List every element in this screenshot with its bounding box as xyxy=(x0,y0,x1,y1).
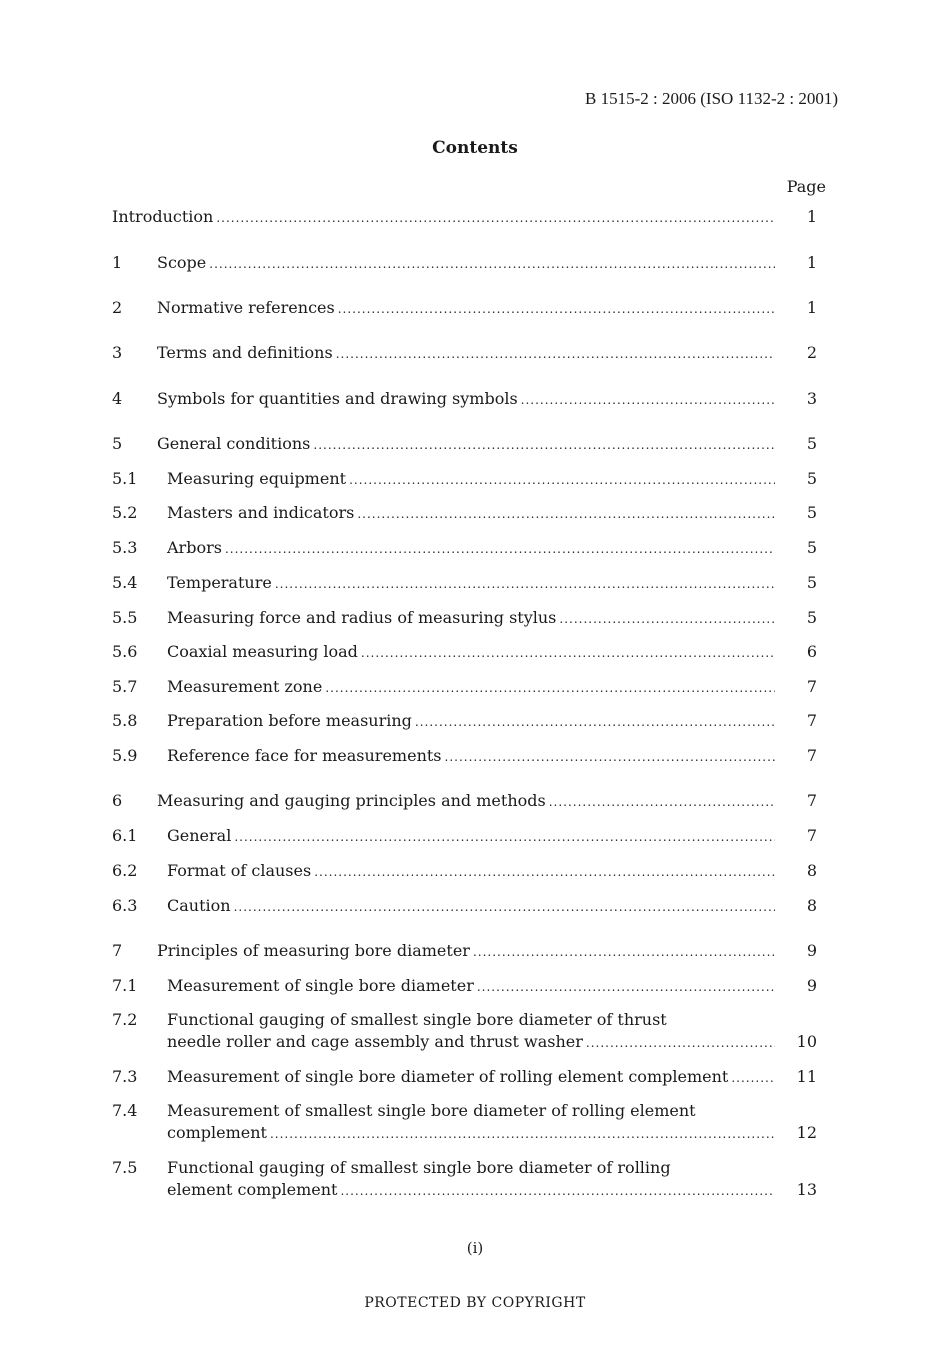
toc-entry-title: Principles of measuring bore diameter xyxy=(157,941,470,960)
toc-entry-number: 5.7 xyxy=(112,677,138,696)
toc-entry-number: 5.1 xyxy=(112,469,138,488)
toc-entry-title-continued: element complement xyxy=(167,1180,338,1199)
toc-entry-page: 7 xyxy=(806,677,817,696)
toc-entry-title: Reference face for measurements xyxy=(167,746,442,765)
toc-entry-number: 7.5 xyxy=(112,1158,138,1177)
copyright-notice: PROTECTED BY COPYRIGHT xyxy=(364,1295,586,1311)
toc-entry-number: 5.6 xyxy=(112,642,138,661)
toc-entry-title: Measurement zone xyxy=(167,677,323,696)
contents-title: Contents xyxy=(432,138,518,158)
toc-entry-title: Normative references xyxy=(157,298,335,317)
toc-entry-number: 7.2 xyxy=(112,1010,138,1029)
toc-entry-page: 11 xyxy=(796,1067,817,1086)
toc-entry-page: 1 xyxy=(806,298,817,317)
toc-entry-title: Measuring equipment xyxy=(167,469,347,488)
toc-entry-page: 3 xyxy=(806,389,817,408)
toc-entry-number: 7 xyxy=(112,941,123,960)
toc-entry-title: Terms and definitions xyxy=(157,343,333,362)
toc-entry-page: 12 xyxy=(796,1123,817,1142)
toc-entry-page: 5 xyxy=(806,434,817,453)
toc-entry-number: 7.3 xyxy=(112,1067,138,1086)
toc-entry-title-continued: complement xyxy=(167,1123,267,1142)
toc-entry-page: 10 xyxy=(796,1032,817,1051)
toc-entry-title: Coaxial measuring load xyxy=(167,642,358,661)
toc-entry-title-continued: needle roller and cage assembly and thrust washer xyxy=(167,1032,583,1051)
toc-entry-title: Caution xyxy=(167,896,231,915)
toc-entry-title: Masters and indicators xyxy=(167,503,355,522)
toc-entry-number: 4 xyxy=(112,389,123,408)
toc-entry-page: 7 xyxy=(806,711,817,730)
toc-entry-number: 5 xyxy=(112,434,123,453)
toc-entry-title: Measurement of single bore diameter xyxy=(167,976,474,995)
toc-entry-page: 7 xyxy=(806,791,817,810)
toc-entry-page: 7 xyxy=(806,826,817,845)
toc-entry-title: General conditions xyxy=(157,434,311,453)
toc-entry-page: 1 xyxy=(806,207,817,226)
toc-entry-number: 5.5 xyxy=(112,608,138,627)
toc-entry-number: 5.4 xyxy=(112,573,138,592)
document-reference-header: B 1515-2 : 2006 (ISO 1132-2 : 2001) xyxy=(585,89,838,108)
toc-entry-page: 5 xyxy=(806,469,817,488)
toc-entry-page: 5 xyxy=(806,573,817,592)
toc-entry-title: Symbols for quantities and drawing symbols xyxy=(157,389,518,408)
toc-entry-number: 5.9 xyxy=(112,746,138,765)
toc-entry-title: Scope xyxy=(157,253,207,272)
page-number-footer: (i) xyxy=(466,1239,484,1257)
toc-entry-page: 13 xyxy=(796,1180,817,1199)
toc-entry-title: Introduction xyxy=(112,207,214,226)
toc-entry-page: 9 xyxy=(806,976,817,995)
toc-entry-number: 1 xyxy=(112,253,123,272)
toc-entry-number: 7.4 xyxy=(112,1101,138,1120)
toc-entry-page: 8 xyxy=(806,896,817,915)
toc-entry-title: General xyxy=(167,826,232,845)
toc-entry-number: 6.1 xyxy=(112,826,138,845)
toc-entry-number: 6.3 xyxy=(112,896,138,915)
toc-entry-number: 6.2 xyxy=(112,861,138,880)
toc-entry-page: 5 xyxy=(806,538,817,557)
toc-entry-number: 5.2 xyxy=(112,503,138,522)
toc-entry-page: 6 xyxy=(806,642,817,661)
toc-entry-title: Format of clauses xyxy=(167,861,312,880)
toc-entry-number: 2 xyxy=(112,298,123,317)
toc-entry-title: Functional gauging of smallest single bore diameter of rolling xyxy=(167,1158,671,1177)
toc-entry-number: 7.1 xyxy=(112,976,138,995)
toc-entry-title: Arbors xyxy=(167,538,222,557)
toc-entry-title: Measuring and gauging principles and methods xyxy=(157,791,546,810)
toc-entry-page: 8 xyxy=(806,861,817,880)
toc-entry-title: Functional gauging of smallest single bore diameter of thrust xyxy=(167,1010,667,1029)
toc-entry-page: 2 xyxy=(806,343,817,362)
toc-entry-title: Preparation before measuring xyxy=(167,711,412,730)
toc-entry-page: 5 xyxy=(806,608,817,627)
toc-entry-page: 1 xyxy=(806,253,817,272)
toc-entry-title: Temperature xyxy=(167,573,272,592)
toc-entry-page: 7 xyxy=(806,746,817,765)
toc-entry-title: Measuring force and radius of measuring stylus xyxy=(167,608,557,627)
toc-entry-title: Measurement of smallest single bore diameter of rolling element xyxy=(167,1101,696,1120)
toc-entry-number: 6 xyxy=(112,791,123,810)
toc-entry-page: 5 xyxy=(806,503,817,522)
toc-entry-page: 9 xyxy=(806,941,817,960)
toc-entry-number: 5.8 xyxy=(112,711,138,730)
toc-entry-number: 5.3 xyxy=(112,538,138,557)
toc-entry-number: 3 xyxy=(112,343,123,362)
page-column-heading: Page xyxy=(786,177,826,196)
toc-entry-title: Measurement of single bore diameter of rolling element complement xyxy=(167,1067,729,1086)
